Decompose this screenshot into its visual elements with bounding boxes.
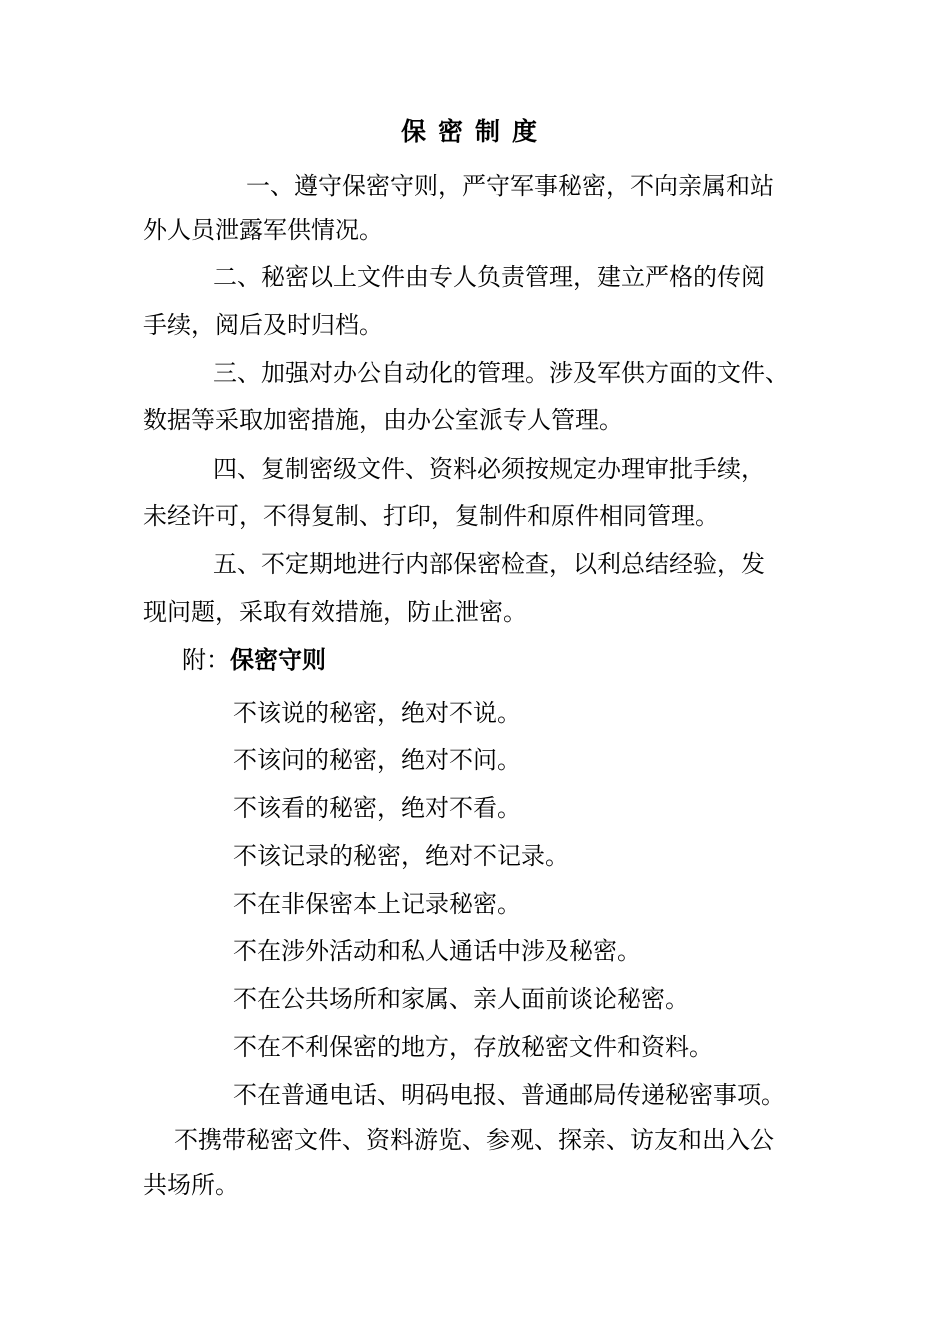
rule-item: 不在涉外活动和私人通话中涉及秘密。: [233, 937, 641, 965]
paragraph-5-line-2: 现问题，采取有效措施，防止泄密。: [143, 598, 527, 626]
appendix-heading: [182, 642, 326, 678]
document-title: 保密制度: [400, 117, 549, 146]
rule-item: 不在不利保密的地方，存放秘密文件和资料。: [233, 1033, 713, 1061]
rule-item-last-line-2: 共场所。: [143, 1171, 239, 1199]
rule-item: 不在非保密本上记录秘密。: [233, 890, 521, 918]
paragraph-1-line-2: 外人员泄露军供情况。: [143, 216, 383, 244]
paragraph-3-line-1: 三、加强对办公自动化的管理。涉及军供方面的文件、: [213, 359, 789, 387]
paragraph-4-line-1: 四、复制密级文件、资料必须按规定办理审批手续，: [213, 455, 765, 483]
rule-item: 不该看的秘密，绝对不看。: [233, 794, 521, 822]
rule-item: 不该记录的秘密，绝对不记录。: [233, 842, 569, 870]
paragraph-5-line-1: 五、不定期地进行内部保密检查，以利总结经验，发: [213, 550, 765, 578]
paragraph-2-line-2: 手续，阅后及时归档。: [143, 311, 383, 339]
paragraph-1-line-1: 一、遵守保密守则，严守军事秘密，不向亲属和站: [246, 172, 774, 200]
rule-item: 不在普通电话、明码电报、普通邮局传递秘密事项。: [233, 1081, 785, 1109]
rule-item: 不该说的秘密，绝对不说。: [233, 699, 521, 727]
rule-item-last-line-1: 不携带秘密文件、资料游览、参观、探亲、访友和出入公: [174, 1126, 774, 1154]
paragraph-4-line-2: 未经许可，不得复制、打印，复制件和原件相同管理。: [143, 502, 719, 530]
rule-item: 不在公共场所和家属、亲人面前谈论秘密。: [233, 985, 689, 1013]
paragraph-3-line-2: 数据等采取加密措施，由办公室派专人管理。: [143, 406, 623, 434]
rule-item: 不该问的秘密，绝对不问。: [233, 746, 521, 774]
appendix-prefix: 附：: [182, 646, 230, 674]
appendix-title: 保密守则: [230, 646, 326, 674]
paragraph-2-line-1: 二、秘密以上文件由专人负责管理，建立严格的传阅: [213, 263, 765, 291]
